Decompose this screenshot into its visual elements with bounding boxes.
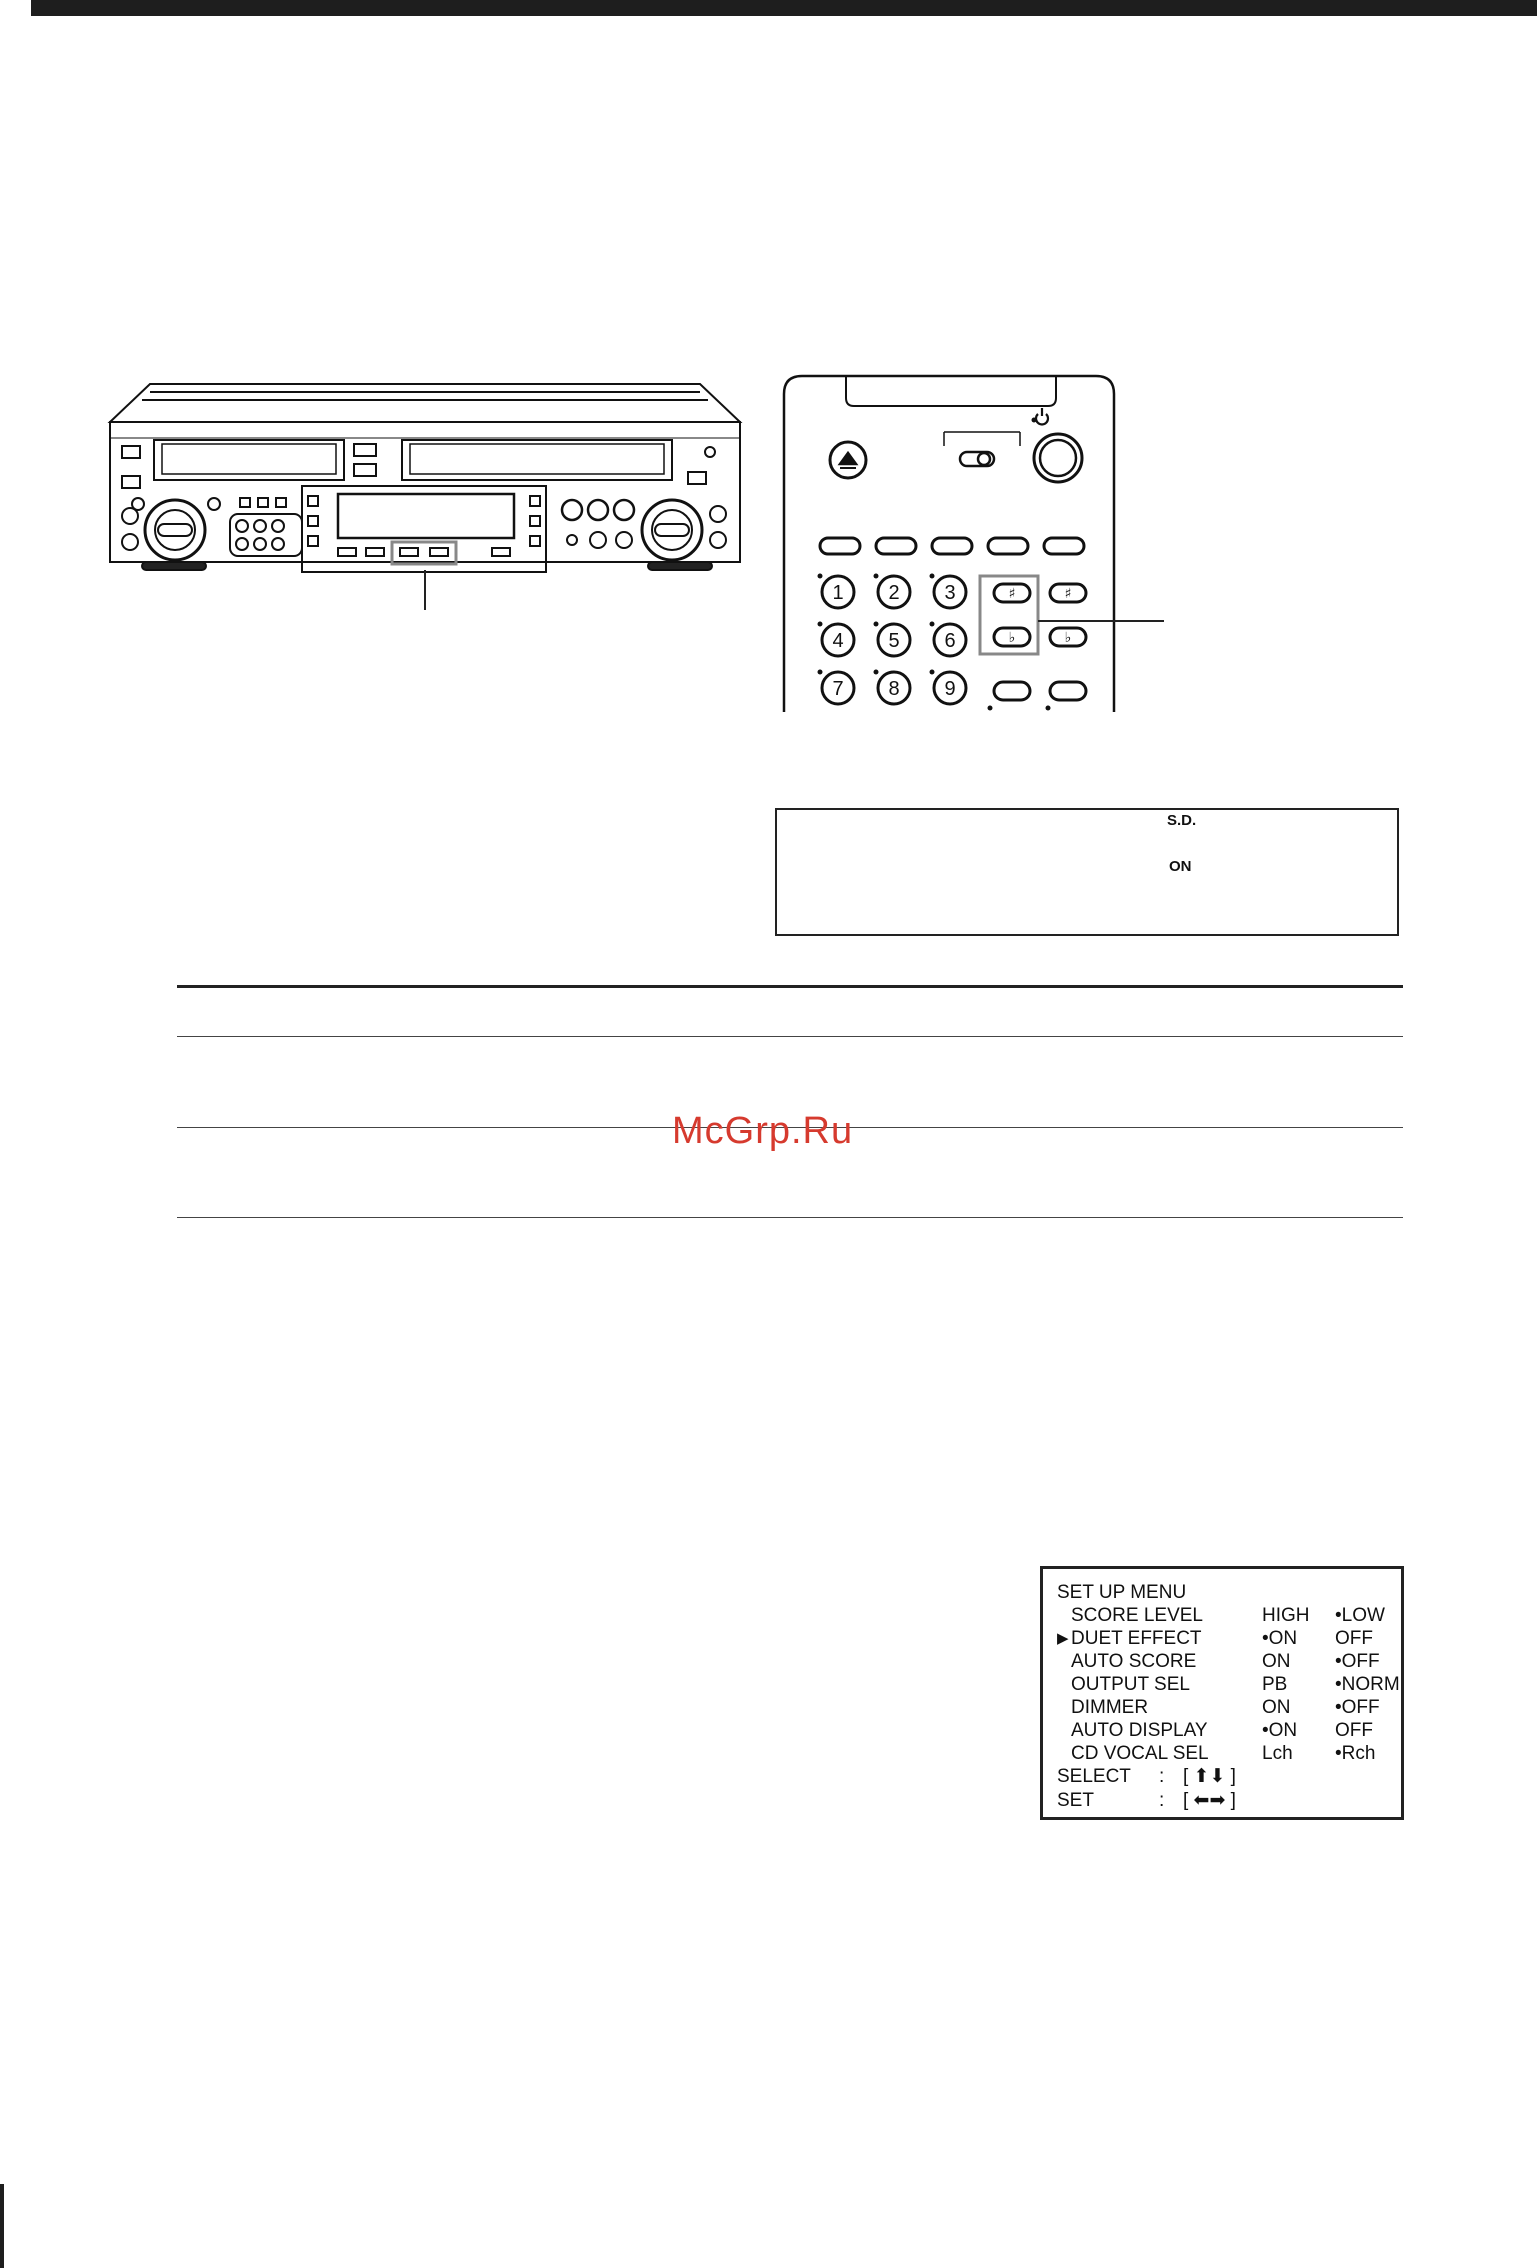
menu-row-cd-vocal-sel [1057,1742,1397,1765]
remote-key-9: 9 [944,678,956,700]
remote-key-8: 8 [888,678,900,700]
menu-row-auto-display [1057,1719,1397,1742]
menu-option-1: •ON [1262,1720,1298,1741]
table-row-rule-1 [177,1036,1403,1037]
table-top-rule [177,985,1403,988]
menu-row-label: AUTO SCORE [1071,1651,1197,1672]
table-row-rule-3 [177,1217,1403,1218]
menu-option-1: Lch [1262,1743,1293,1764]
remote-key-5: 5 [888,630,900,652]
footer-label: SET [1057,1790,1094,1811]
menu-option-1: ON [1262,1651,1291,1672]
menu-row-score-level [1057,1604,1397,1627]
footer-leftright-arrows-icon: [ ⬅➡ ] [1183,1790,1236,1811]
menu-option-2: •OFF [1335,1697,1380,1718]
menu-row-label: SCORE LEVEL [1071,1605,1203,1626]
remote-key-1: 1 [832,582,844,604]
sharp-key-label-2: ♯ [1064,586,1072,602]
osd-line-2: ON [1169,858,1192,875]
menu-row-output-sel [1057,1673,1400,1696]
menu-option-1: ON [1262,1697,1291,1718]
main-unit-illustration [110,380,740,600]
menu-row-label: CD VOCAL SEL [1071,1743,1209,1764]
flat-key-label: ♭ [1008,630,1016,646]
menu-row-label: DUET EFFECT [1071,1628,1202,1649]
menu-row-auto-score [1057,1650,1397,1673]
setup-menu-title: SET UP MENU [1057,1582,1187,1603]
menu-option-2: OFF [1335,1628,1373,1649]
remote-key-2: 2 [888,582,900,604]
remote-key-7: 7 [832,678,844,700]
osd-line-1: S.D. [1167,812,1197,829]
remote-key-6: 6 [944,630,956,652]
menu-option-1: PB [1262,1674,1288,1695]
footer-colon: : [1159,1790,1165,1811]
menu-option-2: OFF [1335,1720,1373,1741]
menu-option-2: •NORM [1335,1674,1400,1695]
menu-cursor-arrow-icon: ▶ [1057,1630,1069,1647]
remote-callout-line [1038,620,1164,622]
menu-option-2: •LOW [1335,1605,1385,1626]
menu-option-2: •Rch [1335,1743,1376,1764]
main-unit-callout-line [424,570,426,610]
menu-option-1: •ON [1262,1628,1298,1649]
remote-control-illustration [780,372,1130,712]
remote-key-4: 4 [832,630,844,652]
footer-updown-arrows-icon: [ ⬆⬇ ] [1183,1766,1236,1787]
setup-menu-box [1040,1566,1404,1820]
footer-colon: : [1159,1766,1165,1787]
watermark-text: McGrp.Ru [672,1110,854,1152]
menu-option-2: •OFF [1335,1651,1380,1672]
menu-row-label: OUTPUT SEL [1071,1674,1190,1695]
footer-label: SELECT [1057,1766,1131,1787]
remote-key-3: 3 [944,582,956,604]
sharp-key-label: ♯ [1008,586,1016,602]
menu-row-label: AUTO DISPLAY [1071,1720,1208,1741]
menu-row-duet-effect [1057,1627,1397,1650]
page-edge-mark [0,2184,4,2268]
menu-row-label: DIMMER [1071,1697,1149,1718]
menu-option-1: HIGH [1262,1605,1310,1626]
flat-key-label-2: ♭ [1064,630,1072,646]
menu-row-dimmer [1057,1696,1397,1719]
on-screen-display-box [775,808,1399,936]
page-header-bar [31,0,1537,16]
